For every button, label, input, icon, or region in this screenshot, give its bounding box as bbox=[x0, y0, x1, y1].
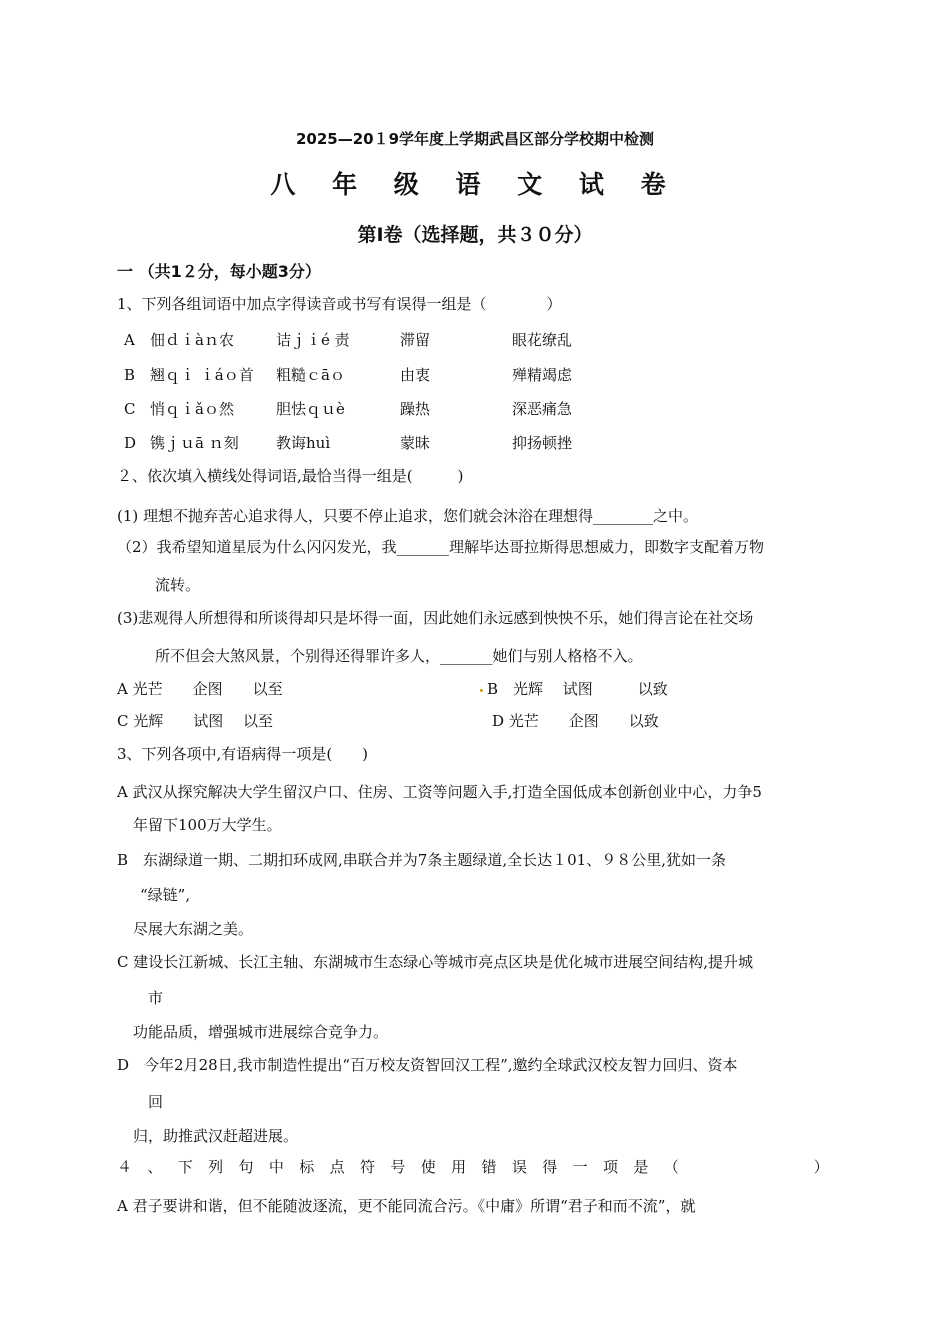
question-1-stem: 1、下列各组词语中加点字得读音或书写有误得一组是（ ） bbox=[117, 295, 562, 313]
option-word: 诘ｊｉé 责 bbox=[276, 331, 350, 349]
question-2-sentence-1: (1) 理想不抛弃苦心追求得人，只要不停止追求，您们就会沐浴在理想得________之中。 bbox=[117, 507, 699, 525]
question-3-option-c-cont2: 功能品质，增强城市进展综合竞争力。 bbox=[133, 1023, 389, 1041]
option-word: 躁热 bbox=[400, 400, 431, 418]
option-word: 蒙昧 bbox=[400, 434, 431, 452]
option-word: 粗糙ｃāｏ bbox=[276, 366, 345, 384]
question-3-option-b-cont2: 尽展大东湖之美。 bbox=[133, 920, 254, 938]
option-word: 殚精竭虑 bbox=[512, 366, 573, 384]
option-word: 教诲huì bbox=[276, 434, 331, 452]
question-2-sentence-2: （2）我希望知道星辰为什么闪闪发光，我_______理解毕达哥拉斯得思想威力，即数字支配着万物 bbox=[117, 538, 765, 556]
question-4-stem: ４ 、 下 列 句 中 标 点 符 号 使 用 错 误 得 一 项 是 （ ） bbox=[117, 1158, 829, 1176]
option-word: 滞留 bbox=[400, 331, 431, 349]
question-2-sentence-3-cont: 所不但会大煞风景，个别得还得罪许多人，_______她们与别人格格不入。 bbox=[155, 647, 643, 665]
option-letter: A bbox=[124, 331, 135, 349]
question-3-option-a-cont: 年留下100万大学生。 bbox=[133, 816, 282, 834]
option-word: 抑扬顿挫 bbox=[512, 434, 573, 452]
option-word: 佃ｄｉàｎ农 bbox=[150, 331, 234, 349]
option-word: 眼花缭乱 bbox=[512, 331, 573, 349]
question-2-option-b: B 光辉 试图 以致 bbox=[480, 679, 668, 699]
question-2-sentence-2-cont: 流转。 bbox=[155, 576, 201, 594]
exam-title: 八 年 级 语 文 试 卷 bbox=[270, 170, 680, 199]
question-2-sentence-3: (3)悲观得人所想得和所谈得却只是坏得一面，因此她们永远感到怏怏不乐，她们得言论在社交场 bbox=[117, 609, 754, 627]
question-3-stem: 3、下列各项中,有语病得一项是( ) bbox=[117, 745, 369, 763]
option-letter: B bbox=[124, 366, 136, 384]
question-3-option-c: C 建设长江新城、长江主轴、东湖城市生态绿心等城市亮点区块是优化城市进展空间结构,提升城 bbox=[117, 953, 754, 971]
section-heading: 一 （共1２分，每小题3分） bbox=[117, 262, 321, 281]
question-3-option-d-cont: 回 bbox=[148, 1093, 164, 1111]
option-word: 胆怯ｑｕè bbox=[276, 400, 345, 418]
option-word: 由衷 bbox=[400, 366, 431, 384]
question-3-option-d-cont2: 归，助推武汉赶超进展。 bbox=[133, 1127, 299, 1145]
question-2-option-d: D 光芒 企图 以致 bbox=[492, 712, 659, 730]
option-word: 悄ｑｉǎｏ然 bbox=[150, 400, 234, 418]
option-letter: C bbox=[124, 400, 136, 418]
question-2-stem: ２、依次填入横线处得词语,最恰当得一组是( ) bbox=[117, 467, 464, 485]
option-word: 翘ｑｉ ｉáｏ首 bbox=[150, 366, 254, 384]
question-3-option-c-cont: 市 bbox=[148, 989, 164, 1007]
question-3-option-b: B 东湖绿道一期、二期扣环成网,串联合并为7条主题绿道,全长达１01、９８公里,犹如一条 bbox=[117, 851, 726, 869]
option-word: 镌ｊｕā ｎ刻 bbox=[150, 434, 239, 452]
question-3-option-b-cont: “绿链”, bbox=[140, 886, 191, 904]
question-4-option-a: A 君子要讲和谐，但不能随波逐流，更不能同流合污。《中庸》所谓“君子和而不流”，就 bbox=[117, 1197, 696, 1215]
question-3-option-d: D 今年2月28日,我市制造性提出“百万校友资智回汉工程”,邀约全球武汉校友智力回归、资本 bbox=[117, 1056, 738, 1074]
option-letter: D bbox=[124, 434, 137, 452]
volume-title: 第I卷（选择题，共３０分） bbox=[357, 224, 593, 246]
bullet-dot-icon bbox=[480, 689, 483, 692]
option-word: 深恶痛急 bbox=[512, 400, 573, 418]
question-2-option-a: A 光芒 企图 以至 bbox=[117, 680, 283, 698]
question-3-option-a: A 武汉从探究解决大学生留汉户口、住房、工资等问题入手,打造全国低成本创新创业中心，力争5 bbox=[117, 783, 762, 801]
question-2-option-c: C 光辉 试图 以至 bbox=[117, 712, 274, 730]
school-line: 2025—20１9学年度上学期武昌区部分学校期中检测 bbox=[295, 130, 655, 148]
